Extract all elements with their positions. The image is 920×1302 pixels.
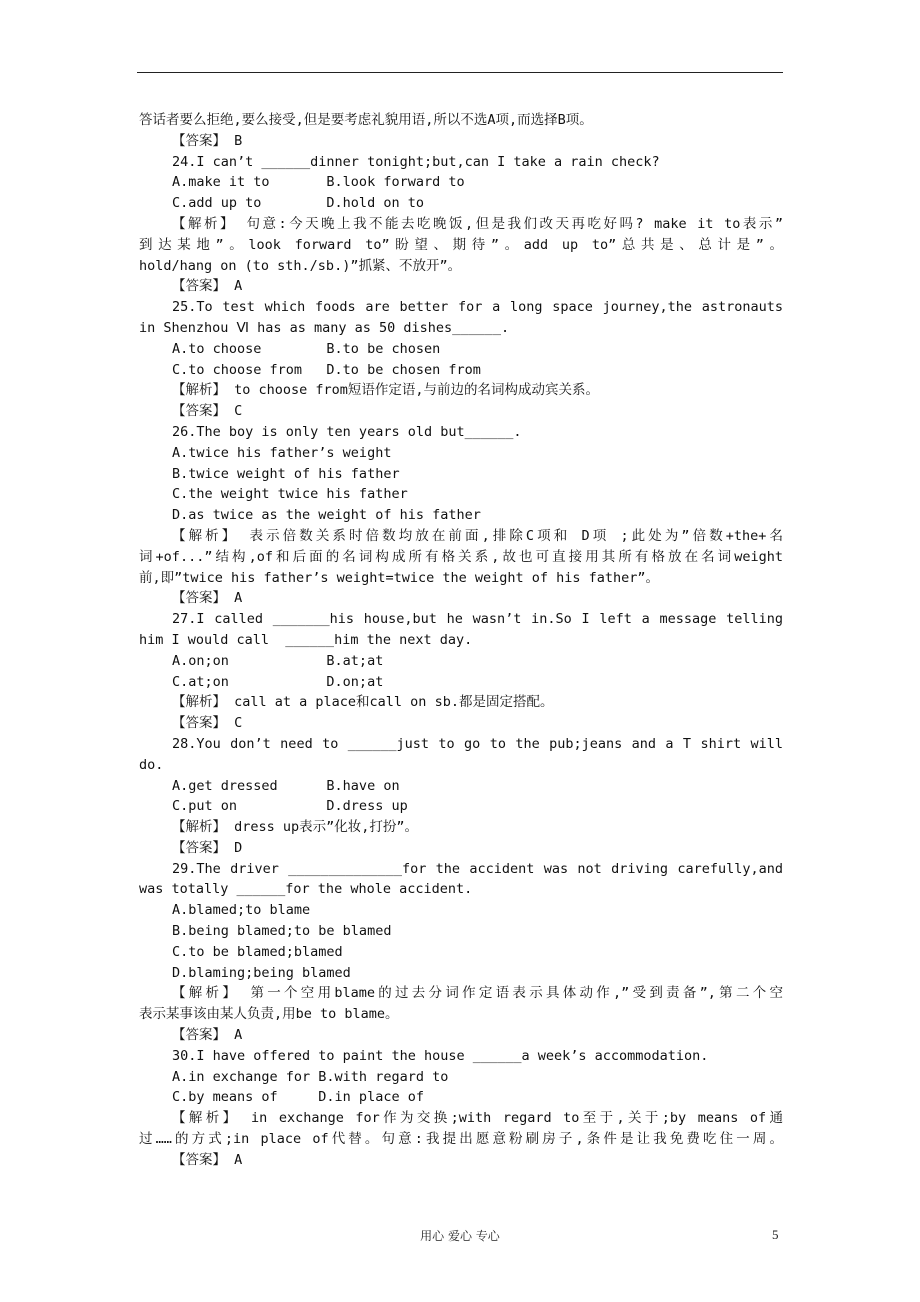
text-line: B.twice weight of his father xyxy=(172,465,400,482)
text-line: in Shenzhou Ⅵ has as many as 50 dishes______. xyxy=(139,319,510,336)
text-line: was totally ______for the whole accident. xyxy=(139,881,473,898)
text-line: A.make it to B.look forward to xyxy=(172,174,465,191)
text-line: 28.You don’t need to ______just to go to the pub;jeans and a T shirt will xyxy=(172,735,783,752)
text-line: A.in exchange for B.with regard to xyxy=(172,1068,449,1085)
text-line: 30.I have offered to paint the house ______a week’s accommodation. xyxy=(172,1047,709,1064)
text-line: C.at;on D.on;at xyxy=(172,673,384,690)
text-line: 表示某事该由某人负责,用be to blame。 xyxy=(139,1006,399,1023)
text-line: 【答案】 C xyxy=(172,403,243,420)
text-line: C.put on D.dress up xyxy=(172,798,408,815)
text-line: A.twice his father’s weight xyxy=(172,444,392,461)
page-number: 5 xyxy=(772,1227,779,1242)
text-line: 27.I called _______his house,but he wasn’t in.So I left a message telling xyxy=(172,611,783,628)
text-line: C.by means of D.in place of xyxy=(172,1089,424,1106)
header-rule xyxy=(137,72,783,73)
footer-slogan: 用心 爱心 专心 xyxy=(420,1229,500,1243)
text-line: 【解析】 dress up表示”化妆,打扮”。 xyxy=(172,819,419,836)
text-line: him I would call ______him the next day. xyxy=(139,631,473,648)
text-line: 前,即”twice his father’s weight=twice the weight of his father”。 xyxy=(139,569,660,586)
text-line: 答话者要么拒绝,要么接受,但是要考虑礼貌用语,所以不选A项,而选择B项。 xyxy=(139,112,593,128)
text-line: 【答案】 C xyxy=(172,715,243,732)
text-line: 【解析】 句意:今天晚上我不能去吃晚饭,但是我们改天再吃好吗? make it to表示” xyxy=(172,215,783,232)
text-line: 词+of...”结构,of和后面的名词构成所有格关系,故也可直接用其所有格放在名词weight xyxy=(139,548,783,565)
text-line: C.the weight twice his father xyxy=(172,486,408,503)
text-line: do. xyxy=(139,756,164,773)
text-line: A.on;on B.at;at xyxy=(172,652,384,669)
text-line: C.add up to D.hold on to xyxy=(172,195,424,212)
text-line: A.to choose B.to be chosen xyxy=(172,340,441,357)
text-line: 【答案】 A xyxy=(172,1027,243,1044)
text-line: 【答案】 A xyxy=(172,1151,243,1168)
text-line: A.get dressed B.have on xyxy=(172,777,400,794)
text-line: 【答案】 A xyxy=(172,590,243,607)
text-line: 过……的方式;in place of代替。句意:我提出愿意粉刷房子,条件是让我免费吃住一周。 xyxy=(139,1131,783,1148)
text-line: 24.I can’t ______dinner tonight;but,can I take a rain check? xyxy=(172,153,660,170)
document-body xyxy=(139,110,783,1171)
text-line: hold/hang on (to sth./sb.)”抓紧、不放开”。 xyxy=(139,257,462,274)
text-line: 【解析】 to choose from短语作定语,与前边的名词构成动宾关系。 xyxy=(172,382,600,399)
text-line: D.as twice as the weight of his father xyxy=(172,507,481,524)
text-line: 【解析】 第一个空用blame的过去分词作定语表示具体动作,”受到责备”,第二个空 xyxy=(172,985,783,1002)
text-line: 25.To test which foods are better for a long space journey,the astronauts xyxy=(172,299,783,316)
text-line: D.blaming;being blamed xyxy=(172,964,351,981)
text-line: 29.The driver ______________for the accident was not driving carefully,and xyxy=(172,860,783,877)
text-line: 【解析】 表示倍数关系时倍数均放在前面,排除C项和 D项 ;此处为”倍数+the+名 xyxy=(172,527,783,544)
text-line: 【答案】 D xyxy=(172,839,243,856)
text-line: C.to be blamed;blamed xyxy=(172,943,343,960)
text-line: 到达某地”。look forward to”盼望、期待”。add up to”总共是、总计是”。 xyxy=(139,236,783,253)
text-line: 【解析】 in exchange for作为交换;with regard to至于,关于;by means of通 xyxy=(172,1110,783,1127)
text-line: A.blamed;to blame xyxy=(172,902,311,919)
text-line: 【答案】 B xyxy=(172,132,243,149)
text-line: B.being blamed;to be blamed xyxy=(172,923,392,940)
text-line: 26.The boy is only ten years old but______. xyxy=(172,423,522,440)
text-line: 【答案】 A xyxy=(172,278,243,295)
text-line: 【解析】 call at a place和call on sb.都是固定搭配。 xyxy=(172,694,554,711)
text-line: C.to choose from D.to be chosen from xyxy=(172,361,481,378)
